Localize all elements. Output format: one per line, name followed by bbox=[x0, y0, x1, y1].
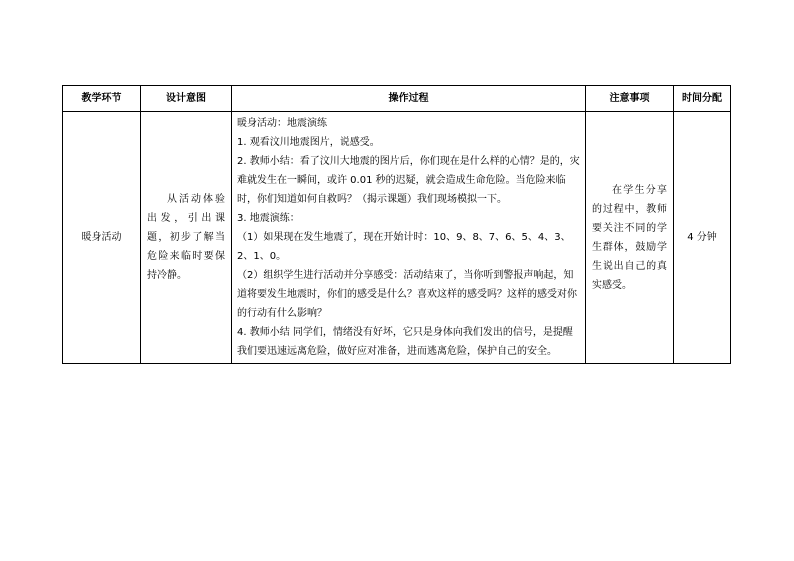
process-line: （1）如果现在发生地震了，现在开始计时：10、9、8、7、6、5、4、3、2、1、0。 bbox=[237, 232, 571, 262]
stage-cell: 暖身活动 bbox=[63, 112, 141, 364]
intent-text: 从活动体验出发，引出课题，初步了解当危险来临时要保持冷静。 bbox=[147, 194, 225, 281]
process-line: 暖身活动：地震演练 bbox=[237, 118, 327, 129]
header-intent: 设计意图 bbox=[141, 86, 232, 112]
process-line: 4. 教师小结 同学们，情绪没有好坏，它只是身体向我们发出的信号，是提醒我们要迅速远离危险，做好应对准备，进而逃离危险，保护自己的安全。 bbox=[237, 327, 573, 357]
header-time: 时间分配 bbox=[674, 86, 731, 112]
header-notes: 注意事项 bbox=[586, 86, 674, 112]
notes-cell bbox=[586, 112, 674, 364]
intent-cell bbox=[141, 112, 232, 364]
process-line: 2. 教师小结：看了汶川大地震的图片后，你们现在是什么样的心情？是的，灾难就发生在一瞬间，或许 0.01 秒的迟疑，就会造成生命危险。当危险来临时，你们知道如何自救吗？（揭示课题）我们现场模拟一下。 bbox=[237, 156, 580, 205]
process-line: 3. 地震演练： bbox=[237, 213, 300, 224]
lesson-plan-table bbox=[62, 85, 731, 364]
process-line: 1. 观看汶川地震图片，说感受。 bbox=[237, 137, 380, 148]
process-line: （2）组织学生进行活动并分享感受：活动结束了，当你听到警报声响起，知道将要发生地震时，你们的感受是什么？喜欢这样的感受吗？这样的感受对你的行动有什么影响？ bbox=[237, 270, 577, 319]
notes-text: 在学生分享的过程中，教师要关注不同的学生群体，鼓励学生说出自己的真实感受。 bbox=[592, 184, 667, 291]
time-cell: 4 分钟 bbox=[674, 112, 731, 364]
header-process: 操作过程 bbox=[232, 86, 586, 112]
process-cell bbox=[232, 112, 586, 364]
table-row bbox=[63, 112, 731, 364]
header-stage: 教学环节 bbox=[63, 86, 141, 112]
header-row bbox=[63, 86, 731, 112]
